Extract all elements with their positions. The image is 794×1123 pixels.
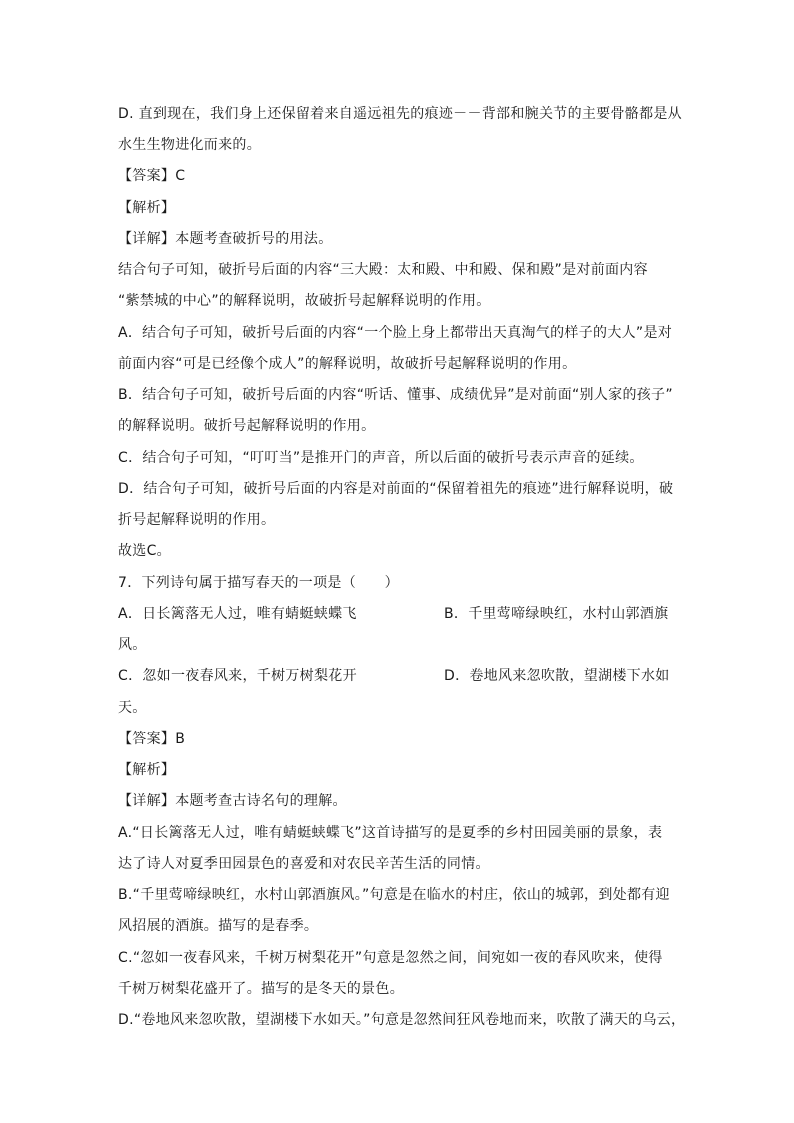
explanation-option-a: A．结合句子可知，破折号后面的内容“一个脸上身上都带出天真淘气的样子的大人”是对 [118,325,673,341]
question-7-option-b: B．千里莺啼绿映红，水村山郭酒旗 [444,606,669,622]
answer-label-q7: 【答案】B [118,731,186,747]
explanation-q7-option-a: A.“日长篱落无人过，唯有蜻蜓蛱蝶飞”这首诗描写的是夏季的乡村田园美丽的景象，表 [118,825,663,841]
question-7-option-a: A．日长篱落无人过，唯有蜻蜓蛱蝶飞 [118,606,357,622]
option-d-text-line2: 水生生物进化而来的。 [118,137,261,153]
question-7-stem: 7．下列诗句属于描写春天的一项是（ ） [118,575,399,591]
explanation-q7-option-c-cont: 千树万树梨花盛开了。描写的是冬天的景色。 [118,981,404,997]
question-7-option-b-cont: 风。 [118,637,147,653]
answer-label-q6: 【答案】C [118,168,186,184]
explanation-q7-option-d: D.“卷地风来忽吹散，望湖楼下水如天。”句意是忽然间狂风卷地而来，吹散了满天的乌云， [118,1012,686,1028]
explanation-option-d: D．结合句子可知，破折号后面的内容是对前面的“保留着祖先的痕迹”进行解释说明，破 [118,481,674,497]
explanation-option-d-cont: 折号起解释说明的作用。 [118,512,276,528]
question-7-option-c: C．忽如一夜春风来，千树万树梨花开 [118,668,357,684]
explanation-option-a-cont: 前面内容“可是已经像个成人”的解释说明，故破折号起解释说明的作用。 [118,356,577,372]
conclusion-q6: 故选C。 [118,543,171,559]
explanation-q7-option-b: B.“千里莺啼绿映红，水村山郭酒旗风。”句意是在临水的村庄，依山的城郭，到处都有迎 [118,887,670,903]
analysis-label-q6: 【解析】 [118,200,176,216]
explanation-q7-option-b-cont: 风招展的酒旗。描写的是春季。 [118,918,319,934]
explanation-q7-option-a-cont: 达了诗人对夏季田园景色的喜爱和对农民辛苦生活的同情。 [118,856,490,872]
explanation-option-b-cont: 的解释说明。破折号起解释说明的作用。 [118,418,376,434]
detail-explanation-q6: 【详解】本题考查破折号的用法。 [118,231,333,247]
question-7-option-d: D．卷地风来忽吹散，望湖楼下水如 [444,668,670,684]
explanation-option-b: B．结合句子可知，破折号后面的内容“听话、懂事、成绩优异”是对前面“别人家的孩子” [118,387,673,403]
question-7-option-d-cont: 天。 [118,700,147,716]
explanation-q7-option-c: C.“忽如一夜春风来，千树万树梨花开”句意是忽然之间，间宛如一夜的春风吹来，使得 [118,950,663,966]
analysis-label-q7: 【解析】 [118,762,176,778]
option-d-text-line1: D. 直到现在，我们身上还保留着来自遥远祖先的痕迹－－背部和腕关节的主要骨骼都是从 [118,106,682,122]
explanation-line: 结合句子可知，破折号后面的内容“三大殿：太和殿、中和殿、保和殿”是对前面内容 [118,262,648,278]
detail-explanation-q7: 【详解】本题考查古诗名句的理解。 [118,793,347,809]
explanation-line: “紫禁城的中心”的解释说明，故破折号起解释说明的作用。 [118,293,491,309]
explanation-option-c: C．结合句子可知，“叮叮当”是推开门的声音，所以后面的破折号表示声音的延续。 [118,450,644,466]
